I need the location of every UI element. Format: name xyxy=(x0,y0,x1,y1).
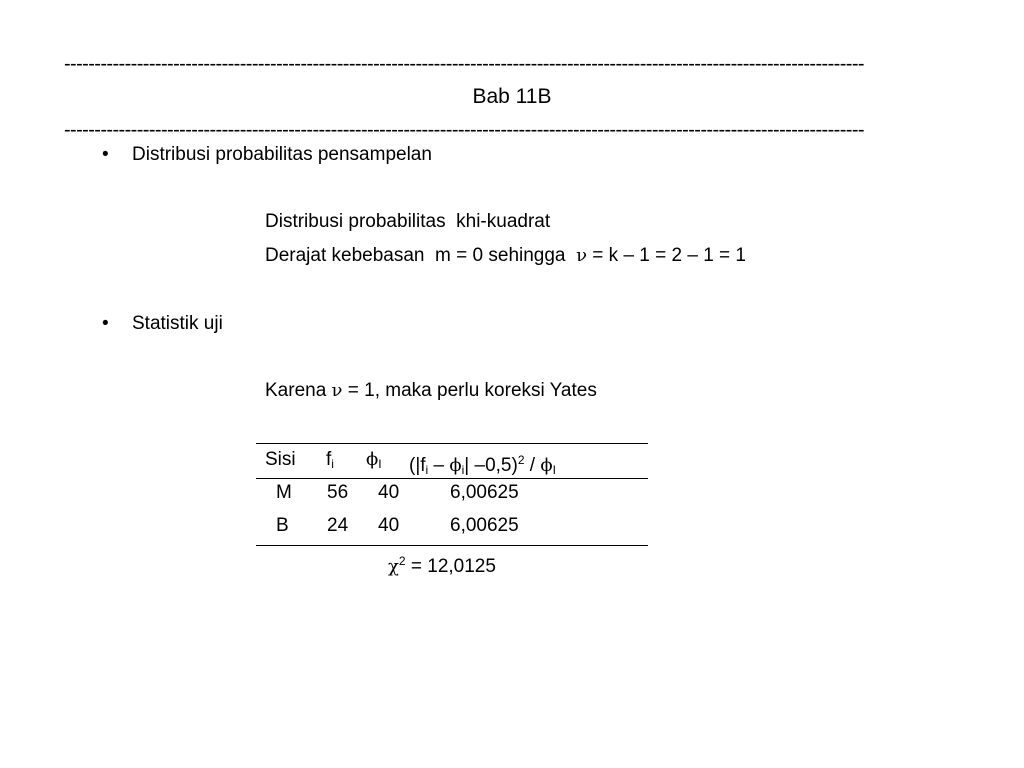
dof-prefix: Derajat kebebasan m = 0 sehingga xyxy=(265,245,577,266)
nu-symbol-2: ν xyxy=(331,380,343,401)
section1-label: Distribusi probabilitas pensampelan xyxy=(132,144,432,165)
table-rule-bottom xyxy=(256,545,648,546)
yates-prefix: Karena xyxy=(265,380,332,401)
row-b-phi: 40 xyxy=(378,515,400,536)
row-b-value: 6,00625 xyxy=(450,515,519,536)
expr-sub1: i xyxy=(425,463,429,477)
expr-mid: – xyxy=(428,455,450,476)
header-f xyxy=(326,448,334,476)
dof-suffix: = k – 1 = 2 – 1 = 1 xyxy=(587,245,746,266)
table-rule-top xyxy=(256,443,648,444)
expr-close: | –0,5) xyxy=(464,455,518,476)
header-phi-symbol: ϕ xyxy=(366,449,379,470)
chi-square-total xyxy=(388,549,496,579)
row-b-f: 24 xyxy=(327,515,349,536)
page-title: Bab 11B xyxy=(472,85,552,108)
header-expression xyxy=(409,448,556,482)
header-phi xyxy=(366,448,382,476)
degrees-freedom-line xyxy=(265,244,746,268)
header-f-sub: i xyxy=(331,457,334,471)
row-m-sisi: M xyxy=(276,482,292,503)
chi-sup: 2 xyxy=(398,554,406,568)
table-rule-header xyxy=(256,478,648,479)
bullet-2: • xyxy=(102,313,109,334)
chi-symbol: χ xyxy=(388,556,399,577)
header-sisi: Sisi xyxy=(265,449,296,470)
chi-value: = 12,0125 xyxy=(405,556,496,577)
row-b-sisi: B xyxy=(276,515,289,536)
header-f-text: f xyxy=(326,449,332,470)
expr-sup: 2 xyxy=(517,453,525,467)
header-rule-top: ------------------------------------------------------------------------------------------------------------------------------------ xyxy=(64,54,864,74)
expr-open: (|f xyxy=(409,455,426,476)
expr-phi2: ϕ xyxy=(540,455,553,476)
expr-phi: ϕ xyxy=(449,455,462,476)
expr-slash: / xyxy=(524,455,541,476)
yates-suffix: = 1, maka perlu koreksi Yates xyxy=(342,380,597,401)
expr-sub2: i xyxy=(461,463,465,477)
bullet-1: • xyxy=(102,144,109,165)
row-m-phi: 40 xyxy=(378,482,400,503)
distribution-line: Distribusi probabilitas khi-kuadrat xyxy=(265,211,551,232)
expr-sub3: I xyxy=(552,463,556,477)
row-m-f: 56 xyxy=(327,482,349,503)
header-rule-bottom: ------------------------------------------------------------------------------------------------------------------------------------ xyxy=(64,120,864,140)
section2-label: Statistik uji xyxy=(132,313,223,334)
yates-line xyxy=(265,379,597,403)
header-phi-sub: I xyxy=(378,457,382,471)
nu-symbol: ν xyxy=(576,245,588,266)
row-m-value: 6,00625 xyxy=(450,482,519,503)
